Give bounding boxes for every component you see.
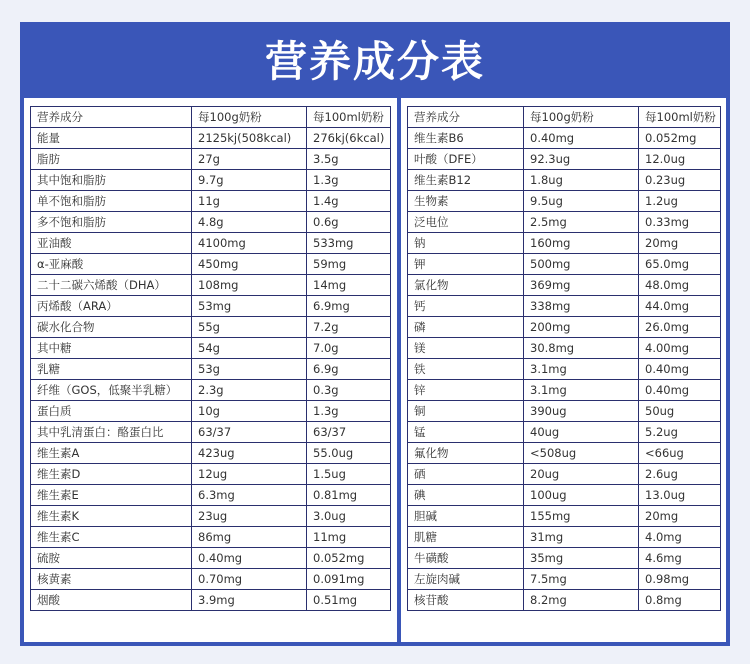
table-row [31, 296, 391, 317]
nutrient-name: 能量 [31, 128, 192, 149]
nutrient-name: 锌 [408, 380, 524, 401]
table-header-row [408, 107, 721, 128]
value-per-100g: 6.3mg [192, 485, 307, 506]
value-per-100ml: 533mg [307, 233, 391, 254]
value-per-100g: <508ug [524, 443, 639, 464]
nutrient-name: 脂肪 [31, 149, 192, 170]
nutrient-name: 硫胺 [31, 548, 192, 569]
nutrient-name: 镁 [408, 338, 524, 359]
value-per-100g: 338mg [524, 296, 639, 317]
table-row [408, 296, 721, 317]
value-per-100g: 1.8ug [524, 170, 639, 191]
value-per-100ml: 55.0ug [307, 443, 391, 464]
table-row [31, 380, 391, 401]
nutrient-name: 氯化物 [408, 275, 524, 296]
nutrient-name: 烟酸 [31, 590, 192, 611]
table-row [408, 569, 721, 590]
value-per-100ml: 2.6ug [639, 464, 721, 485]
table-row [31, 128, 391, 149]
value-per-100ml: 1.5ug [307, 464, 391, 485]
left-panel [24, 98, 397, 642]
value-per-100ml: 0.40mg [639, 380, 721, 401]
nutrient-name: 磷 [408, 317, 524, 338]
value-per-100ml: 4.0mg [639, 527, 721, 548]
nutrient-name: 肌糖 [408, 527, 524, 548]
nutrient-name: 牛磺酸 [408, 548, 524, 569]
table-row [31, 254, 391, 275]
value-per-100g: 4.8g [192, 212, 307, 233]
value-per-100g: 9.7g [192, 170, 307, 191]
table-row [408, 128, 721, 149]
value-per-100ml: 6.9g [307, 359, 391, 380]
value-per-100ml: 7.0g [307, 338, 391, 359]
value-per-100ml: 4.6mg [639, 548, 721, 569]
nutrient-name: 硒 [408, 464, 524, 485]
value-per-100ml: 3.5g [307, 149, 391, 170]
table-row [408, 443, 721, 464]
value-per-100g: 8.2mg [524, 590, 639, 611]
table-row [31, 443, 391, 464]
value-per-100g: 53g [192, 359, 307, 380]
nutrient-name: 胆碱 [408, 506, 524, 527]
column-header: 营养成分 [31, 107, 192, 128]
value-per-100g: 27g [192, 149, 307, 170]
table-row [408, 338, 721, 359]
value-per-100g: 30.8mg [524, 338, 639, 359]
value-per-100ml: 0.052mg [639, 128, 721, 149]
value-per-100g: 31mg [524, 527, 639, 548]
nutrient-name: 碘 [408, 485, 524, 506]
value-per-100g: 100ug [524, 485, 639, 506]
nutrient-name: 二十二碳六烯酸（DHA） [31, 275, 192, 296]
nutrient-name: 铁 [408, 359, 524, 380]
table-row [31, 191, 391, 212]
nutrient-name: 钙 [408, 296, 524, 317]
value-per-100g: 63/37 [192, 422, 307, 443]
table-row [408, 401, 721, 422]
value-per-100ml: 44.0mg [639, 296, 721, 317]
value-per-100ml: 0.51mg [307, 590, 391, 611]
value-per-100ml: <66ug [639, 443, 721, 464]
value-per-100g: 450mg [192, 254, 307, 275]
table-row [31, 212, 391, 233]
value-per-100ml: 50ug [639, 401, 721, 422]
table-row [408, 506, 721, 527]
nutrient-name: 钠 [408, 233, 524, 254]
value-per-100g: 390ug [524, 401, 639, 422]
nutrient-name: 核苷酸 [408, 590, 524, 611]
value-per-100g: 369mg [524, 275, 639, 296]
value-per-100ml: 5.2ug [639, 422, 721, 443]
value-per-100g: 35mg [524, 548, 639, 569]
value-per-100g: 155mg [524, 506, 639, 527]
nutrient-name: 亚油酸 [31, 233, 192, 254]
table-row [31, 233, 391, 254]
table-row [408, 233, 721, 254]
value-per-100g: 11g [192, 191, 307, 212]
value-per-100g: 12ug [192, 464, 307, 485]
table-row [31, 527, 391, 548]
nutrient-name: 锰 [408, 422, 524, 443]
value-per-100g: 40ug [524, 422, 639, 443]
nutrient-name: 维生素B12 [408, 170, 524, 191]
nutrition-frame [20, 22, 730, 646]
table-row [408, 170, 721, 191]
table-header-row [31, 107, 391, 128]
table-row [408, 275, 721, 296]
value-per-100ml: 4.00mg [639, 338, 721, 359]
table-row [408, 317, 721, 338]
value-per-100ml: 0.091mg [307, 569, 391, 590]
value-per-100ml: 20mg [639, 506, 721, 527]
value-per-100ml: 276kj(6kcal) [307, 128, 391, 149]
value-per-100g: 2125kj(508kcal) [192, 128, 307, 149]
value-per-100ml: 59mg [307, 254, 391, 275]
nutrient-name: 纤维（GOS，低聚半乳糖） [31, 380, 192, 401]
table-row [31, 359, 391, 380]
value-per-100ml: 0.8mg [639, 590, 721, 611]
nutrient-name: 叶酸（DFE） [408, 149, 524, 170]
nutrient-name: 其中乳清蛋白：酪蛋白比 [31, 422, 192, 443]
value-per-100g: 2.3g [192, 380, 307, 401]
value-per-100ml: 0.6g [307, 212, 391, 233]
table-row [31, 317, 391, 338]
nutrient-name: 维生素C [31, 527, 192, 548]
value-per-100ml: 3.0ug [307, 506, 391, 527]
right-panel [401, 98, 726, 642]
table-row [408, 212, 721, 233]
table-row [31, 590, 391, 611]
table-row [31, 548, 391, 569]
value-per-100g: 53mg [192, 296, 307, 317]
value-per-100ml: 26.0mg [639, 317, 721, 338]
value-per-100ml: 12.0ug [639, 149, 721, 170]
nutrient-name: 氟化物 [408, 443, 524, 464]
nutrient-name: 维生素D [31, 464, 192, 485]
value-per-100g: 9.5ug [524, 191, 639, 212]
value-per-100g: 55g [192, 317, 307, 338]
value-per-100g: 0.40mg [192, 548, 307, 569]
value-per-100ml: 11mg [307, 527, 391, 548]
table-row [408, 548, 721, 569]
column-header: 每100g奶粉 [524, 107, 639, 128]
value-per-100g: 200mg [524, 317, 639, 338]
value-per-100ml: 13.0ug [639, 485, 721, 506]
table-row [408, 380, 721, 401]
value-per-100g: 54g [192, 338, 307, 359]
value-per-100g: 20ug [524, 464, 639, 485]
value-per-100ml: 48.0mg [639, 275, 721, 296]
nutrient-name: 维生素B6 [408, 128, 524, 149]
value-per-100g: 0.70mg [192, 569, 307, 590]
table-row [408, 590, 721, 611]
table-row [31, 464, 391, 485]
nutrient-name: 多不饱和脂肪 [31, 212, 192, 233]
table-row [31, 149, 391, 170]
table-row [408, 422, 721, 443]
value-per-100ml: 6.9mg [307, 296, 391, 317]
table-row [408, 359, 721, 380]
column-header: 每100g奶粉 [192, 107, 307, 128]
nutrient-name: 钾 [408, 254, 524, 275]
nutrient-name: 铜 [408, 401, 524, 422]
value-per-100ml: 20mg [639, 233, 721, 254]
value-per-100ml: 0.3g [307, 380, 391, 401]
value-per-100g: 108mg [192, 275, 307, 296]
value-per-100ml: 1.3g [307, 170, 391, 191]
nutrient-name: 单不饱和脂肪 [31, 191, 192, 212]
table-row [408, 527, 721, 548]
value-per-100g: 2.5mg [524, 212, 639, 233]
nutrition-table-right [407, 106, 721, 611]
nutrient-name: 乳糖 [31, 359, 192, 380]
page-title: 营养成分表 [264, 37, 485, 86]
value-per-100g: 7.5mg [524, 569, 639, 590]
nutrient-name: 维生素A [31, 443, 192, 464]
value-per-100ml: 0.33mg [639, 212, 721, 233]
table-row [31, 275, 391, 296]
value-per-100g: 3.1mg [524, 359, 639, 380]
nutrient-name: 维生素E [31, 485, 192, 506]
value-per-100ml: 63/37 [307, 422, 391, 443]
table-row [31, 485, 391, 506]
value-per-100ml: 65.0mg [639, 254, 721, 275]
table-row [31, 422, 391, 443]
nutrient-name: 维生素K [31, 506, 192, 527]
table-row [31, 569, 391, 590]
value-per-100g: 0.40mg [524, 128, 639, 149]
value-per-100g: 86mg [192, 527, 307, 548]
table-row [408, 149, 721, 170]
value-per-100ml: 0.98mg [639, 569, 721, 590]
value-per-100g: 92.3ug [524, 149, 639, 170]
value-per-100ml: 7.2g [307, 317, 391, 338]
column-header: 每100ml奶粉 [307, 107, 391, 128]
value-per-100g: 3.9mg [192, 590, 307, 611]
nutrient-name: 左旋肉碱 [408, 569, 524, 590]
nutrient-name: 碳水化合物 [31, 317, 192, 338]
value-per-100ml: 0.23ug [639, 170, 721, 191]
value-per-100g: 500mg [524, 254, 639, 275]
value-per-100ml: 14mg [307, 275, 391, 296]
value-per-100g: 23ug [192, 506, 307, 527]
column-header: 营养成分 [408, 107, 524, 128]
table-row [31, 170, 391, 191]
table-row [31, 506, 391, 527]
nutrient-name: 其中糖 [31, 338, 192, 359]
value-per-100g: 423ug [192, 443, 307, 464]
table-row [408, 485, 721, 506]
nutrient-name: 蛋白质 [31, 401, 192, 422]
nutrient-name: 泛电位 [408, 212, 524, 233]
value-per-100ml: 0.052mg [307, 548, 391, 569]
nutrient-name: 核黄素 [31, 569, 192, 590]
nutrient-name: 生物素 [408, 191, 524, 212]
value-per-100g: 10g [192, 401, 307, 422]
nutrition-table-left [30, 106, 391, 611]
table-row [408, 464, 721, 485]
value-per-100ml: 1.3g [307, 401, 391, 422]
nutrient-name: α-亚麻酸 [31, 254, 192, 275]
table-row [31, 338, 391, 359]
column-header: 每100ml奶粉 [639, 107, 721, 128]
table-row [408, 254, 721, 275]
value-per-100ml: 1.4g [307, 191, 391, 212]
table-row [31, 401, 391, 422]
nutrient-name: 其中饱和脂肪 [31, 170, 192, 191]
value-per-100g: 3.1mg [524, 380, 639, 401]
value-per-100g: 160mg [524, 233, 639, 254]
value-per-100g: 4100mg [192, 233, 307, 254]
value-per-100ml: 0.81mg [307, 485, 391, 506]
nutrient-name: 丙烯酸（ARA） [31, 296, 192, 317]
table-row [408, 191, 721, 212]
value-per-100ml: 0.40mg [639, 359, 721, 380]
value-per-100ml: 1.2ug [639, 191, 721, 212]
